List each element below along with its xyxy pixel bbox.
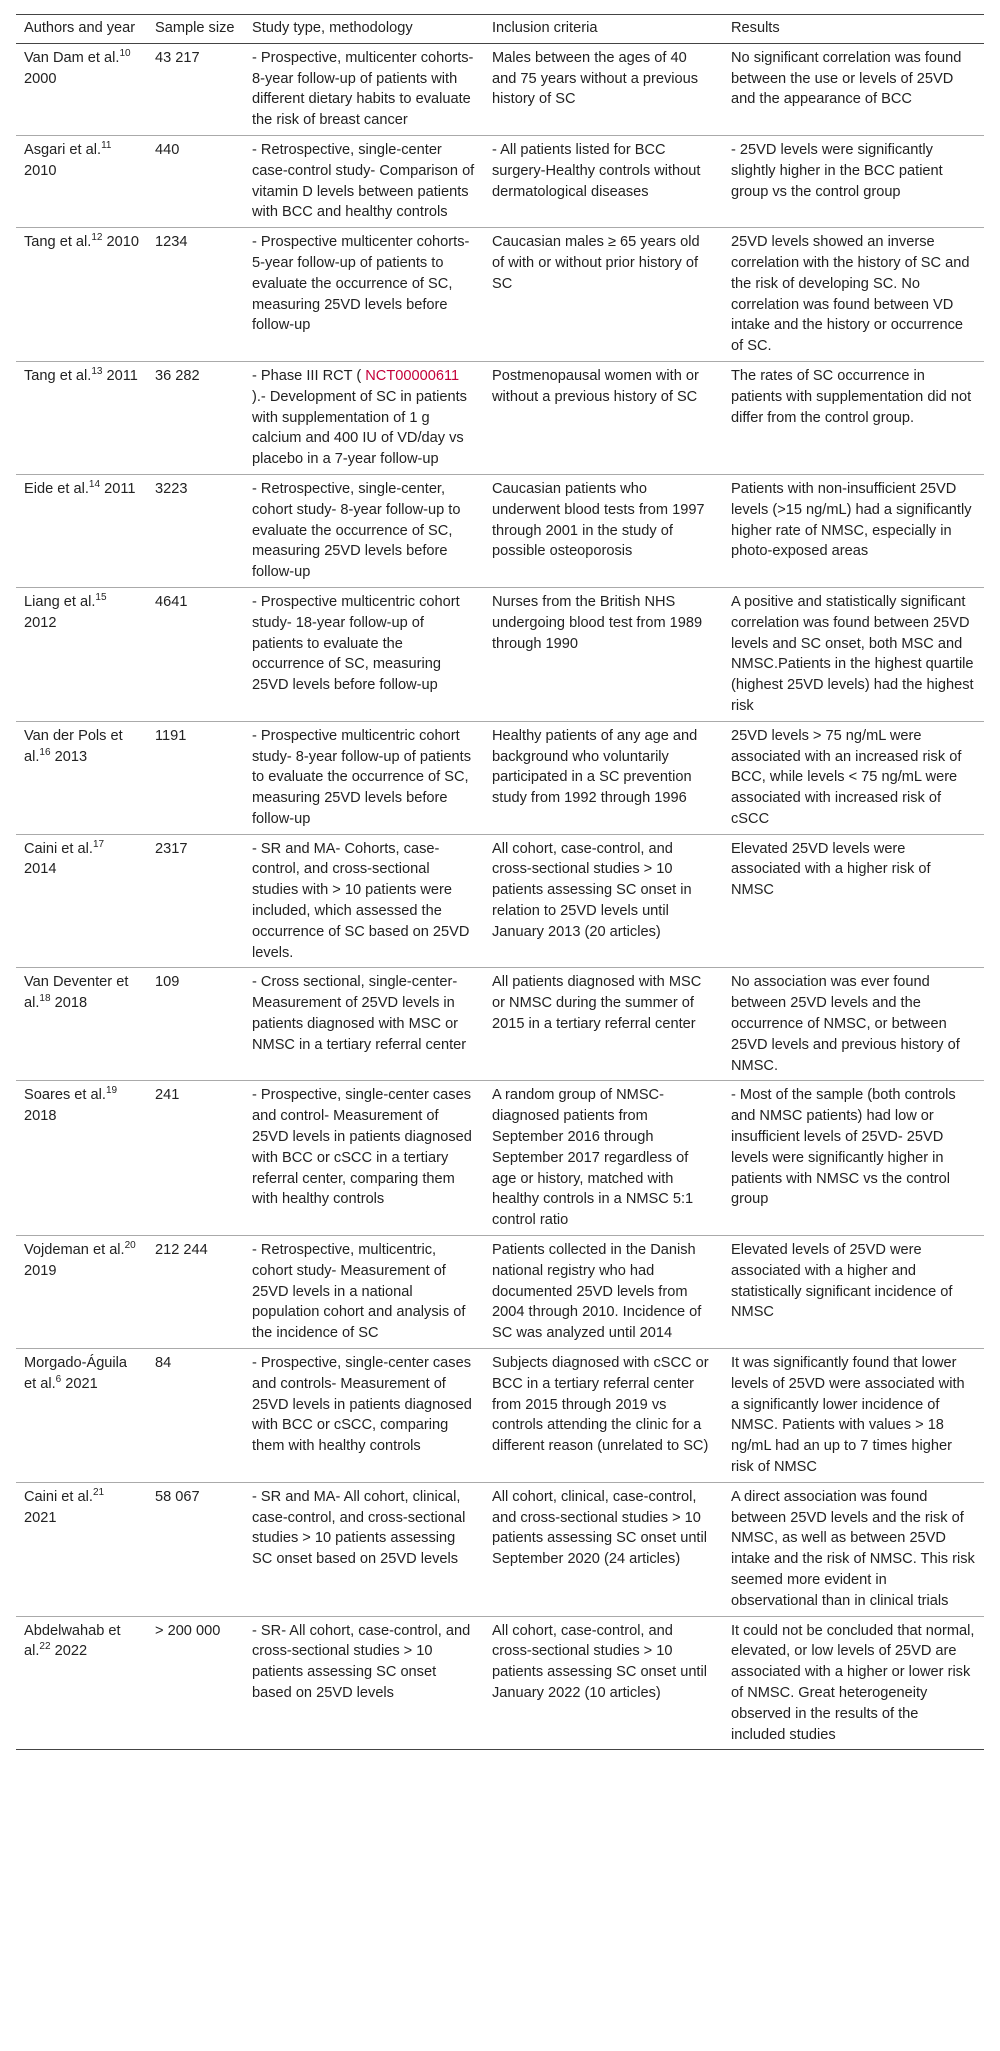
cell-authors bbox=[16, 587, 147, 721]
table-header bbox=[16, 15, 984, 44]
reference-number: 13 bbox=[91, 365, 103, 377]
author-name: Van Deventer et al. bbox=[24, 974, 129, 1012]
header-sample-size: Sample size bbox=[155, 20, 235, 36]
methodology-text: - Phase III RCT ( bbox=[252, 367, 366, 384]
cell-authors bbox=[16, 43, 147, 135]
table-row bbox=[16, 1081, 984, 1236]
cell-authors bbox=[16, 1482, 147, 1616]
cell-sample-size: 212 244 bbox=[147, 1236, 244, 1349]
cell-sample-size: 4641 bbox=[147, 587, 244, 721]
reference-number: 20 bbox=[124, 1240, 136, 1252]
cell-inclusion-criteria: All patients diagnosed with MSC or NMSC during the summer of 2015 in a tertiary referral center bbox=[484, 968, 723, 1081]
trial-link[interactable]: NCT00000611 bbox=[365, 367, 460, 384]
cell-sample-size: 84 bbox=[147, 1349, 244, 1483]
cell-results: 25VD levels > 75 ng/mL were associated with an increased risk of BCC, while levels < 75 ng/mL were associated with increased risk of cSCC bbox=[723, 721, 984, 834]
cell-results: - Most of the sample (both controls and NMSC patients) had low or insufficient levels of 25VD- 25VD levels were significantly higher in patients with NMSC vs the control group bbox=[723, 1081, 984, 1236]
table-row bbox=[16, 361, 984, 474]
cell-sample-size: 3223 bbox=[147, 474, 244, 587]
table-row bbox=[16, 474, 984, 587]
author-name: Liang et al. bbox=[24, 593, 96, 610]
cell-methodology: - Prospective multicenter cohorts- 5-year follow-up of patients to evaluate the occurrence of SC, measuring 25VD levels before follow-up bbox=[244, 228, 484, 362]
cell-authors bbox=[16, 834, 147, 968]
reference-number: 14 bbox=[88, 478, 101, 490]
author-name: Caini et al. bbox=[24, 840, 93, 857]
author-name: Abdelwahab et al. bbox=[24, 1622, 121, 1660]
cell-inclusion-criteria: All cohort, case-control, and cross-sectional studies > 10 patients assessing SC onset until January 2022 (10 articles) bbox=[484, 1616, 723, 1750]
publication-year: 2018 bbox=[24, 1108, 57, 1125]
cell-inclusion-criteria: Caucasian males ≥ 65 years old of with or without prior history of SC bbox=[484, 228, 723, 362]
reference-number: 17 bbox=[92, 838, 105, 850]
cell-methodology: - Prospective multicentric cohort study- 18-year follow-up of patients to evaluate the occurrence of SC, measuring 25VD levels before follow-up bbox=[244, 587, 484, 721]
table-row bbox=[16, 228, 984, 362]
cell-methodology bbox=[244, 361, 484, 474]
publication-year: 2010 bbox=[24, 162, 57, 179]
cell-sample-size: 58 067 bbox=[147, 1482, 244, 1616]
author-name: Tang et al. bbox=[24, 234, 92, 251]
cell-sample-size: 1191 bbox=[147, 721, 244, 834]
cell-authors bbox=[16, 1616, 147, 1750]
cell-results: Elevated levels of 25VD were associated with a higher and statistically significant incidence of NMSC bbox=[723, 1236, 984, 1349]
cell-inclusion-criteria: Subjects diagnosed with cSCC or BCC in a tertiary referral center from 2015 through 2019 vs controls attending the clinic for a different reason (unrelated to SC) bbox=[484, 1349, 723, 1483]
header-inclusion-criteria: Inclusion criteria bbox=[492, 20, 598, 36]
publication-year: 2018 bbox=[54, 995, 88, 1012]
cell-inclusion-criteria: All cohort, clinical, case-control, and cross-sectional studies > 10 patients assessing SC onset until September 2020 (24 articles) bbox=[484, 1482, 723, 1616]
methodology-text: ).- Development of SC in patients with supplementation of 1 g calcium and 400 IU of VD/day vs placebo in a 7-year follow-up bbox=[252, 388, 467, 468]
publication-year: 2019 bbox=[24, 1262, 57, 1279]
header-study-type: Study type, methodology bbox=[252, 20, 413, 36]
cell-methodology: - SR and MA- All cohort, clinical, case-control, and cross-sectional studies > 10 patients assessing SC onset based on 25VD levels bbox=[244, 1482, 484, 1616]
publication-year: 2000 bbox=[24, 70, 57, 87]
header-row bbox=[16, 15, 984, 44]
cell-sample-size: 36 282 bbox=[147, 361, 244, 474]
cell-results: No association was ever found between 25VD levels and the occurrence of NMSC, or between 25VD levels and previous history of NMSC. bbox=[723, 968, 984, 1081]
cell-inclusion-criteria: Males between the ages of 40 and 75 years without a previous history of SC bbox=[492, 49, 699, 108]
header-results: Results bbox=[731, 20, 780, 36]
publication-year: 2022 bbox=[54, 1643, 88, 1660]
cell-methodology: - Prospective, single-center cases and control- Measurement of 25VD levels in patients diagnosed with BCC or cSCC in a tertiary referral center, comparing them with healthy controls bbox=[244, 1081, 484, 1236]
reference-number: 22 bbox=[39, 1641, 51, 1653]
studies-table-container bbox=[16, 14, 984, 1750]
reference-number: 21 bbox=[92, 1486, 105, 1498]
table-row bbox=[16, 135, 984, 227]
reference-number: 12 bbox=[91, 232, 103, 244]
cell-authors bbox=[16, 1349, 147, 1483]
cell-authors bbox=[16, 1081, 147, 1236]
cell-results: A positive and statistically significant correlation was found between 25VD levels and SC onset, both MSC and NMSC.Patients in the highest quartile (highest 25VD levels) had the highest risk bbox=[723, 587, 984, 721]
publication-year: 2021 bbox=[65, 1375, 98, 1392]
cell-methodology: - Retrospective, single-center case-control study- Comparison of vitamin D levels between patients with BCC and healthy controls bbox=[244, 135, 484, 227]
table-row bbox=[16, 1616, 984, 1750]
cell-authors bbox=[16, 721, 147, 834]
cell-sample-size: > 200 000 bbox=[147, 1616, 244, 1750]
cell-sample-size: 241 bbox=[147, 1081, 244, 1236]
author-name: Asgari et al. bbox=[24, 141, 102, 158]
cell-methodology: - SR- All cohort, case-control, and cross-sectional studies > 10 patients assessing SC onset based on 25VD levels bbox=[244, 1616, 484, 1750]
reference-number: 11 bbox=[101, 139, 112, 151]
cell-sample-size: 109 bbox=[147, 968, 244, 1081]
reference-number: 10 bbox=[119, 47, 131, 59]
cell-authors bbox=[16, 968, 147, 1081]
cell-inclusion-criteria: Healthy patients of any age and background who voluntarily participated in a SC prevention study from 1992 through 1996 bbox=[484, 721, 723, 834]
publication-year: 2021 bbox=[24, 1509, 57, 1526]
reference-number: 6 bbox=[55, 1373, 62, 1385]
cell-methodology: - Prospective multicentric cohort study- 8-year follow-up of patients to evaluate the occurrence of SC, measuring 25VD levels before follow-up bbox=[244, 721, 484, 834]
cell-sample-size: 2317 bbox=[147, 834, 244, 968]
author-name: Tang et al. bbox=[24, 367, 92, 384]
cell-methodology: - Retrospective, single-center, cohort study- 8-year follow-up to evaluate the occurrence of SC, measuring 25VD levels before follow-up bbox=[244, 474, 484, 587]
cell-results: A direct association was found between 25VD levels and the risk of NMSC, as well as between 25VD intake and the risk of NMSC. This risk seemed more evident in observational than in clinical trials bbox=[723, 1482, 984, 1616]
cell-methodology: - Cross sectional, single-center- Measurement of 25VD levels in patients diagnosed with MSC or NMSC in a tertiary referral center bbox=[244, 968, 484, 1081]
cell-methodology: - SR and MA- Cohorts, case-control, and cross-sectional studies with > 10 patients were included, which assessed the occurrence of SC based on 25VD levels. bbox=[244, 834, 484, 968]
cell-authors bbox=[16, 1236, 147, 1349]
cell-inclusion-criteria: Postmenopausal women with or without a previous history of SC bbox=[484, 361, 723, 474]
publication-year: 2014 bbox=[24, 861, 57, 878]
table-row bbox=[16, 721, 984, 834]
reference-number: 18 bbox=[39, 993, 51, 1005]
publication-year: 2011 bbox=[104, 480, 136, 497]
publication-year: 2012 bbox=[24, 614, 57, 631]
author-name: Eide et al. bbox=[24, 480, 89, 497]
cell-sample-size: 43 217 bbox=[155, 49, 200, 66]
cell-results: - 25VD levels were significantly slightly higher in the BCC patient group vs the control group bbox=[723, 135, 984, 227]
author-name: Van Dam et al. bbox=[24, 49, 120, 66]
table-row bbox=[16, 1349, 984, 1483]
cell-results: 25VD levels showed an inverse correlation with the history of SC and the risk of developing SC. No correlation was found between VD intake and the history or occurrence of SC. bbox=[723, 228, 984, 362]
table-row bbox=[16, 834, 984, 968]
author-name: Morgado-Águila et al. bbox=[24, 1355, 128, 1392]
reference-number: 15 bbox=[95, 591, 107, 603]
cell-results: No significant correlation was found between the use or levels of 25VD and the appearance of BCC bbox=[731, 49, 962, 108]
cell-authors bbox=[16, 361, 147, 474]
cell-methodology: - Prospective, multicenter cohorts- 8-year follow-up of patients with different dietary habits to evaluate the risk of breast cancer bbox=[252, 49, 474, 129]
cell-results: It could not be concluded that normal, elevated, or low levels of 25VD are associated with a higher or lower risk of NMSC. Great heterogeneity observed in the results of the included studies bbox=[723, 1616, 984, 1750]
reference-number: 19 bbox=[105, 1085, 118, 1097]
cell-methodology: - Prospective, single-center cases and controls- Measurement of 25VD levels in patients diagnosed with BCC or cSCC, comparing them with healthy controls bbox=[244, 1349, 484, 1483]
table-body bbox=[16, 43, 984, 1750]
author-name: Vojdeman et al. bbox=[24, 1242, 125, 1259]
reference-number: 16 bbox=[39, 746, 51, 758]
cell-sample-size: 440 bbox=[147, 135, 244, 227]
table-row bbox=[16, 43, 984, 135]
author-name: Van der Pols et al. bbox=[24, 727, 123, 765]
cell-results: Patients with non-insufficient 25VD levels (>15 ng/mL) had a significantly higher rate of NMSC, especially in photo-exposed areas bbox=[723, 474, 984, 587]
publication-year: 2010 bbox=[106, 234, 139, 251]
cell-inclusion-criteria: Caucasian patients who underwent blood tests from 1997 through 2001 in the study of possible osteoporosis bbox=[484, 474, 723, 587]
cell-sample-size: 1234 bbox=[147, 228, 244, 362]
cell-authors bbox=[16, 135, 147, 227]
cell-results: The rates of SC occurrence in patients with supplementation did not differ from the control group. bbox=[723, 361, 984, 474]
cell-results: It was significantly found that lower levels of 25VD were associated with a significantly lower incidence of NMSC. Patients with values > 18 ng/mL had an up to 7 times higher risk of NMSC bbox=[723, 1349, 984, 1483]
table-row bbox=[16, 1482, 984, 1616]
cell-inclusion-criteria: Patients collected in the Danish national registry who had documented 25VD levels from 2004 through 2010. Incidence of SC was analyzed until 2014 bbox=[484, 1236, 723, 1349]
cell-results: Elevated 25VD levels were associated with a higher risk of NMSC bbox=[723, 834, 984, 968]
publication-year: 2013 bbox=[54, 748, 88, 765]
table-row bbox=[16, 968, 984, 1081]
table-row bbox=[16, 1236, 984, 1349]
cell-inclusion-criteria: - All patients listed for BCC surgery-Healthy controls without dermatological diseases bbox=[484, 135, 723, 227]
cell-authors bbox=[16, 474, 147, 587]
author-name: Caini et al. bbox=[24, 1488, 93, 1505]
cell-inclusion-criteria: A random group of NMSC-diagnosed patients from September 2016 through September 2017 regardless of age or history, matched with healthy controls in a NMSC 5:1 control ratio bbox=[484, 1081, 723, 1236]
header-authors: Authors and year bbox=[24, 20, 136, 36]
author-name: Soares et al. bbox=[24, 1087, 106, 1104]
cell-inclusion-criteria: Nurses from the British NHS undergoing blood test from 1989 through 1990 bbox=[484, 587, 723, 721]
studies-table bbox=[16, 14, 984, 1750]
publication-year: 2011 bbox=[106, 367, 138, 384]
cell-inclusion-criteria: All cohort, case-control, and cross-sectional studies > 10 patients assessing SC onset in relation to 25VD levels until January 2013 (20 articles) bbox=[484, 834, 723, 968]
cell-methodology: - Retrospective, multicentric, cohort study- Measurement of 25VD levels in a national population cohort and analysis of the incidence of SC bbox=[244, 1236, 484, 1349]
cell-authors bbox=[16, 228, 147, 362]
table-row bbox=[16, 587, 984, 721]
